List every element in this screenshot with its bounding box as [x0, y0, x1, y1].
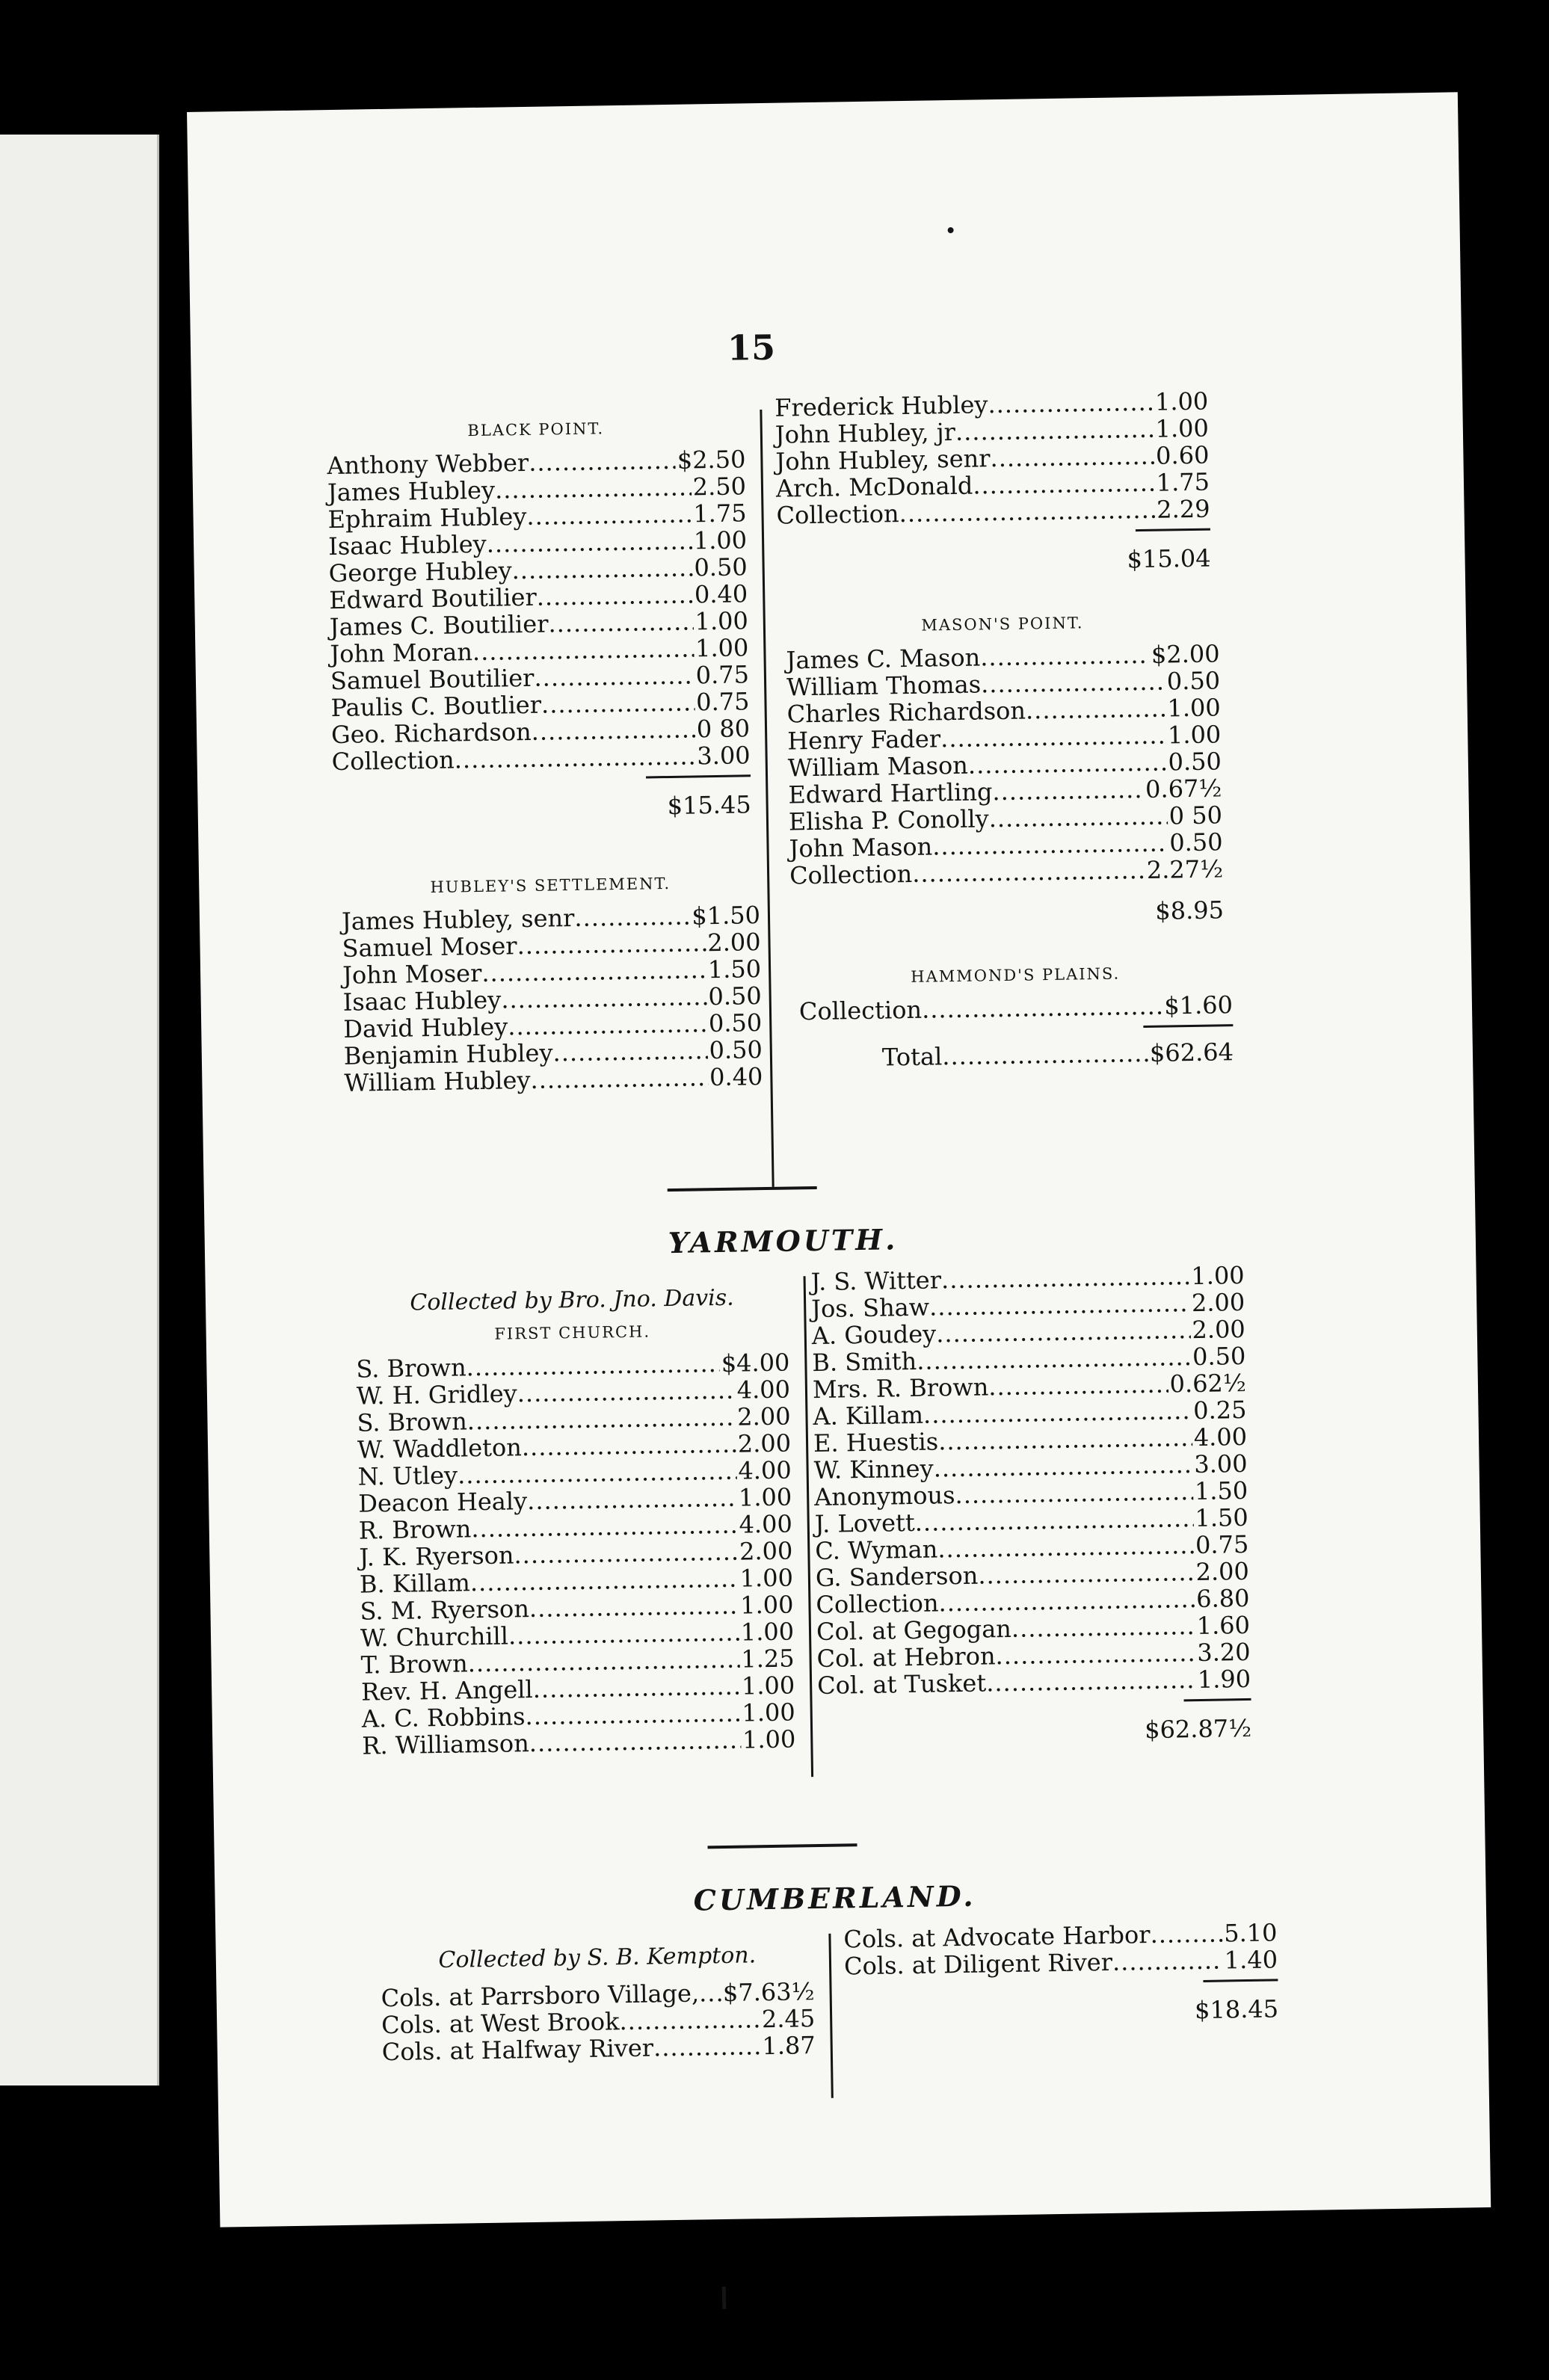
dot-leader — [466, 1404, 736, 1435]
contribution-amount: 1.00 — [1155, 413, 1210, 443]
contribution-amount: 3.20 — [1196, 1637, 1251, 1668]
dot-leader — [988, 803, 1168, 833]
masons-point-section — [786, 611, 1224, 931]
contribution-amount: 0.50 — [694, 552, 748, 582]
contributor-name: G. Sanderson — [815, 1561, 979, 1593]
contributor-name: W. Kinney — [813, 1454, 934, 1485]
dot-leader — [937, 1532, 1194, 1562]
yarmouth-collected-by: Collected by Bro. Jno. Davis. — [410, 1284, 734, 1316]
cumberland-title: CUMBERLAND. — [693, 1878, 976, 1917]
contribution-amount: 4.00 — [736, 1375, 791, 1405]
hammonds-plains-heading: HAMMOND'S PLAINS. — [911, 964, 1121, 986]
contributor-name: J. Lovett — [814, 1508, 915, 1539]
contribution-amount: 1.00 — [1191, 1260, 1245, 1291]
hammonds-plains-section — [798, 963, 1234, 1072]
dot-leader — [1026, 695, 1166, 724]
contributor-name: Anonymous — [813, 1481, 955, 1512]
grand-total-row — [800, 1038, 1234, 1072]
contributor-name: B. Smith — [812, 1346, 917, 1378]
contribution-amount: 0.25 — [1192, 1395, 1247, 1425]
dot-leader — [458, 1458, 737, 1489]
contribution-amount: 1.50 — [1195, 1502, 1249, 1533]
masons-point-rows — [786, 640, 1223, 889]
dot-leader — [932, 830, 1168, 860]
contribution-amount: 6.80 — [1195, 1583, 1250, 1614]
dot-leader — [955, 1478, 1193, 1508]
contribution-amount: 1.00 — [1167, 693, 1221, 723]
dot-leader — [995, 1639, 1195, 1669]
bottom-ink-tick — [722, 2287, 726, 2309]
contributor-name: W. Churchill — [360, 1621, 509, 1653]
contribution-amount: $2.50 — [677, 445, 746, 475]
dot-leader — [933, 1451, 1192, 1482]
contributor-name: Ephraim Hubley — [327, 502, 527, 534]
grand-total-amount: $62.64 — [1149, 1038, 1234, 1067]
dot-leader — [923, 1397, 1192, 1428]
contribution-amount: 2.00 — [706, 928, 761, 958]
contribution-amount: 0.50 — [1192, 1341, 1246, 1372]
hammonds-plains-rows — [799, 991, 1233, 1025]
contributor-name: James C. Mason — [786, 643, 981, 675]
contributor-name: Edward Boutilier — [328, 582, 537, 615]
dot-leader — [986, 1666, 1196, 1696]
contributor-name: R. Brown — [358, 1514, 472, 1545]
dot-leader — [955, 416, 1154, 446]
dot-leader — [495, 473, 692, 503]
contributor-name: T. Brown — [360, 1649, 469, 1680]
contribution-amount: 1.00 — [742, 1724, 796, 1754]
dot-leader — [981, 668, 1165, 698]
contribution-amount: 1.50 — [707, 955, 762, 984]
contribution-amount: 3.00 — [697, 741, 751, 771]
contributor-name: A. C. Robbins — [361, 1702, 526, 1733]
contributor-name: N. Utley — [357, 1461, 458, 1491]
contribution-amount: 2.45 — [761, 2004, 816, 2034]
dot-leader — [941, 1263, 1190, 1293]
dot-leader — [938, 1585, 1195, 1616]
contribution-amount: 0.60 — [1155, 440, 1210, 470]
contribution-amount: 1.00 — [695, 606, 749, 636]
contributor-name: Elisha P. Conolly — [788, 804, 989, 836]
contribution-amount: 1.60 — [1196, 1610, 1251, 1641]
contribution-amount: 0.75 — [1195, 1529, 1249, 1560]
contribution-amount: 0 80 — [696, 714, 751, 744]
yarmouth-total-rule — [1184, 1698, 1251, 1701]
dot-leader — [501, 983, 707, 1013]
contributor-name: S. M. Ryerson — [360, 1594, 530, 1626]
contributor-name: George Hubley — [328, 556, 512, 588]
dot-leader — [470, 1565, 739, 1597]
contributor-name: Collection — [776, 499, 899, 530]
contributor-name: Collection — [798, 995, 923, 1026]
dot-leader — [467, 1646, 739, 1677]
contribution-amount: 0.50 — [708, 1008, 763, 1038]
ledger-row — [344, 1063, 763, 1097]
ledger-row — [799, 991, 1233, 1025]
contributor-name: Isaac Hubley — [342, 985, 502, 1017]
grand-total-label: Total — [881, 1042, 943, 1072]
dot-leader — [968, 749, 1167, 779]
contribution-amount: 2.00 — [1192, 1314, 1246, 1345]
dot-leader — [532, 1673, 740, 1703]
contribution-amount: 0.75 — [695, 660, 750, 690]
contribution-amount: 1.00 — [1167, 720, 1222, 750]
dot-leader — [1011, 1612, 1195, 1642]
dot-leader — [525, 1700, 741, 1730]
contribution-amount: 2.00 — [737, 1428, 792, 1458]
contributor-name: John Moran — [330, 638, 473, 669]
dot-leader — [922, 993, 1163, 1023]
dot-leader — [530, 1064, 708, 1094]
dot-leader — [481, 956, 706, 987]
dot-leader — [978, 1559, 1195, 1589]
contributor-name: Col. at Gegogan — [816, 1614, 1012, 1647]
cumberland-right-column — [843, 1919, 1278, 2029]
dot-leader — [529, 1592, 739, 1622]
contribution-amount: 1.00 — [739, 1590, 794, 1620]
contributor-name: E. Huestis — [813, 1427, 939, 1458]
contributor-name: Cols. at Halfway River — [381, 2033, 654, 2067]
dot-leader — [992, 776, 1144, 805]
contributor-name: Cols. at West Brook — [381, 2007, 620, 2040]
contributor-name: Cols. at Parrsboro Village, — [381, 1979, 700, 2013]
dot-leader — [940, 722, 1166, 753]
masons-point-total: $8.95 — [1155, 895, 1225, 925]
hubleys-settlement-rows — [342, 901, 763, 1097]
contributor-name: James Hubley, senr — [341, 903, 575, 936]
contribution-amount: $2.00 — [1151, 639, 1220, 669]
contributor-name: Arch. McDonald — [775, 471, 973, 503]
contributor-name: Benjamin Hubley — [343, 1038, 553, 1070]
first-church-heading: FIRST CHURCH. — [494, 1322, 651, 1343]
contribution-amount: 1.00 — [741, 1671, 795, 1701]
top-ink-dot — [948, 227, 954, 233]
cumberland-total: $18.45 — [1194, 1994, 1279, 2025]
dot-leader — [917, 1343, 1191, 1375]
facing-page-edge — [0, 135, 159, 2085]
hubleys-settlement-heading: HUBLEY'S SETTLEMENT. — [430, 874, 671, 897]
contribution-amount: 4.00 — [738, 1455, 792, 1485]
contribution-amount: 0 50 — [1168, 801, 1223, 830]
dot-leader — [914, 1505, 1193, 1536]
contributor-name: Paulis C. Boutlier — [330, 690, 542, 723]
contributor-name: John Moser — [342, 958, 482, 990]
contribution-amount: 2.50 — [692, 472, 747, 502]
yarmouth-right-rows — [810, 1262, 1251, 1699]
contribution-amount: $4.00 — [721, 1348, 790, 1378]
hubley-continued-total: $15.04 — [1127, 543, 1211, 574]
dot-leader — [522, 1431, 737, 1461]
dot-leader — [899, 496, 1155, 527]
dot-leader — [517, 929, 706, 959]
ledger-row — [844, 1946, 1278, 1979]
contributor-name: David Hubley — [342, 1012, 508, 1043]
black-point-rows — [327, 446, 751, 775]
yarmouth-right-column — [810, 1262, 1251, 1749]
dot-leader — [1112, 1947, 1223, 1976]
ledger-row — [817, 1665, 1251, 1699]
contribution-amount: 2.00 — [736, 1402, 791, 1431]
dot-leader — [912, 857, 1145, 887]
dot-leader — [988, 1371, 1168, 1401]
contributor-name: John Mason — [789, 832, 933, 863]
dot-leader — [471, 1511, 738, 1543]
dot-leader — [552, 1037, 708, 1066]
dot-leader — [929, 1289, 1190, 1320]
hubley-continued-section — [774, 388, 1211, 579]
contribution-amount: 0.50 — [1168, 747, 1222, 777]
contributor-name: James C. Boutilier — [329, 609, 549, 642]
contributor-name: Edward Hartling — [788, 777, 993, 810]
contribution-amount: 0.40 — [709, 1062, 763, 1092]
black-point-total: $15.45 — [667, 790, 751, 821]
contribution-amount: 4.00 — [1193, 1422, 1248, 1452]
black-point-heading: BLACK POINT. — [467, 419, 605, 440]
dot-leader — [973, 469, 1155, 499]
dot-leader — [988, 389, 1154, 418]
ledger-row — [362, 1725, 795, 1759]
dot-leader — [938, 1424, 1192, 1455]
contributor-name: Charles Richardson — [786, 696, 1026, 729]
contribution-amount: 1.40 — [1224, 1945, 1278, 1975]
contributor-name: Anthony Webber — [327, 448, 529, 481]
contribution-amount: 0.50 — [709, 1035, 763, 1065]
contribution-amount: 2.29 — [1156, 494, 1210, 524]
cumberland-left-column — [381, 1941, 816, 2065]
contributor-name: John Hubley, jr — [774, 417, 956, 449]
contribution-amount: 1.90 — [1197, 1664, 1251, 1695]
contributor-name: Henry Fader — [787, 724, 941, 756]
contribution-amount: 1.00 — [693, 525, 748, 555]
contributor-name: Collection — [789, 859, 913, 890]
contribution-amount: 0.50 — [1168, 827, 1223, 857]
grand-total-leader — [942, 1040, 1148, 1070]
cumberland-right-rows — [843, 1919, 1278, 1979]
hubley-continued-rows — [774, 388, 1210, 529]
contribution-amount: 1.00 — [738, 1482, 792, 1512]
contribution-amount: $7.63½ — [722, 1977, 815, 2008]
dot-leader — [529, 1727, 741, 1757]
contributor-name: Frederick Hubley — [774, 390, 988, 422]
hubleys-settlement-section — [341, 873, 763, 1097]
contribution-amount: 1.50 — [1194, 1476, 1248, 1506]
contributor-name: W. H. Gridley — [356, 1379, 517, 1411]
contribution-amount: 0.50 — [708, 981, 762, 1011]
contributor-name: S. Brown — [357, 1407, 468, 1437]
contribution-amount: 0.67½ — [1145, 774, 1222, 804]
contributor-name: Samuel Boutilier — [330, 663, 535, 696]
masons-point-heading: MASON'S POINT. — [921, 614, 1084, 635]
contributor-name: S. Brown — [356, 1353, 466, 1384]
dot-leader — [511, 554, 692, 584]
contribution-amount: 4.00 — [739, 1509, 793, 1539]
yarmouth-left-column — [355, 1284, 796, 1760]
contributor-name: Col. at Tusket — [816, 1668, 987, 1701]
hubley-continued-total-rule — [1136, 528, 1210, 532]
dot-leader — [529, 447, 676, 476]
cumberland-separator-rule — [708, 1843, 857, 1849]
dot-leader — [936, 1316, 1191, 1347]
yarmouth-left-rows — [356, 1349, 795, 1760]
contribution-amount: 0.40 — [694, 579, 748, 609]
dot-leader — [536, 581, 693, 610]
contributor-name: Rev. H. Angell — [360, 1674, 534, 1707]
dot-leader — [508, 1010, 707, 1040]
dot-leader — [990, 443, 1154, 472]
page-number: 15 — [727, 327, 776, 369]
contribution-amount: 1.87 — [762, 2031, 816, 2061]
contributor-name: Geo. Richardson — [330, 717, 532, 750]
contributor-name: W. Waddleton — [357, 1433, 523, 1464]
dot-leader — [980, 641, 1150, 671]
contributor-name: C. Wyman — [815, 1535, 938, 1566]
contributor-name: Col. at Hebron — [816, 1641, 996, 1674]
dot-leader — [466, 1350, 720, 1381]
contribution-amount: 2.00 — [1191, 1287, 1245, 1318]
ledger-row — [331, 742, 750, 775]
ledger-row — [382, 2032, 816, 2065]
cumberland-total-rule — [1203, 1979, 1278, 1982]
contributor-name: James Hubley — [327, 475, 496, 508]
contributor-name: Deacon Healy — [357, 1487, 528, 1518]
contributor-name: A. Goudey — [811, 1319, 937, 1351]
contribution-amount: 1.75 — [692, 499, 747, 528]
dot-leader — [486, 527, 692, 557]
dot-leader — [619, 2006, 760, 2035]
cumberland-left-rows — [381, 1978, 816, 2065]
dot-leader — [472, 635, 695, 665]
dot-leader — [527, 1485, 737, 1514]
section-separator-rule — [668, 1186, 817, 1191]
contribution-amount: 2.27½ — [1146, 854, 1224, 884]
contributor-name: B. Killam — [359, 1568, 471, 1599]
dot-leader — [548, 608, 694, 637]
contribution-amount: 0.75 — [695, 687, 750, 717]
cumberland-column-divider — [828, 1934, 833, 2098]
dot-leader — [1150, 1920, 1222, 1949]
contribution-amount: 0.50 — [1166, 666, 1221, 696]
cumberland-collected-by: Collected by S. B. Kempton. — [438, 1942, 757, 1974]
contributor-name: William Mason — [787, 750, 969, 783]
hammonds-plains-total-rule — [1143, 1024, 1233, 1028]
contribution-amount: $1.60 — [1164, 990, 1234, 1020]
contribution-amount: 1.00 — [739, 1563, 794, 1593]
contributor-name: Collection — [816, 1588, 939, 1620]
dot-leader — [517, 1377, 736, 1408]
contribution-amount: 3.00 — [1194, 1449, 1248, 1479]
contributor-name: J. K. Ryerson — [359, 1541, 514, 1572]
dot-leader — [514, 1538, 738, 1569]
contributor-name: Cols. at Diligent River — [843, 1947, 1113, 1981]
dot-leader — [574, 903, 691, 931]
contributor-name: Cols. at Advocate Harbor — [843, 1920, 1151, 1954]
dot-leader — [531, 715, 695, 744]
contributor-name: Jos. Shaw — [810, 1292, 930, 1324]
dot-leader — [541, 688, 695, 718]
ledger-row — [789, 855, 1223, 889]
yarmouth-title: YARMOUTH. — [668, 1222, 899, 1260]
dot-leader — [508, 1619, 739, 1650]
dot-leader — [653, 2032, 761, 2061]
contributor-name: Samuel Moser — [342, 931, 517, 963]
contribution-amount: 1.00 — [740, 1617, 795, 1647]
dot-leader — [699, 1979, 721, 2006]
contributor-name: J. S. Witter — [810, 1265, 942, 1297]
dot-leader — [454, 742, 695, 773]
contributor-name: Mrs. R. Brown — [812, 1372, 989, 1405]
contribution-amount: 2.00 — [739, 1536, 793, 1566]
contribution-amount: $1.50 — [692, 901, 761, 931]
black-point-total-rule — [646, 774, 751, 778]
contributor-name: John Hubley, senr — [775, 444, 991, 476]
yarmouth-total: $62.87½ — [1144, 1713, 1252, 1745]
ledger-page — [187, 92, 1491, 2227]
contribution-amount: 1.75 — [1156, 467, 1210, 497]
contributor-name: William Hubley — [344, 1065, 531, 1097]
contributor-name: William Thomas — [786, 670, 982, 702]
contribution-amount: 5.10 — [1223, 1918, 1278, 1948]
contribution-amount: 1.00 — [1154, 386, 1209, 416]
contributor-name: Isaac Hubley — [327, 529, 487, 561]
contributor-name: Collection — [331, 745, 455, 777]
contribution-amount: 1.25 — [741, 1644, 795, 1674]
contributor-name: A. Killam — [813, 1400, 924, 1431]
ledger-row — [776, 496, 1210, 529]
contribution-amount: 0.62½ — [1169, 1368, 1247, 1399]
dot-leader — [534, 662, 695, 691]
black-point-section — [327, 417, 751, 825]
contribution-amount: 2.00 — [1195, 1556, 1250, 1587]
contribution-amount: 1.00 — [695, 633, 749, 663]
contribution-amount: 1.00 — [742, 1698, 796, 1727]
contributor-name: R. Williamson — [362, 1729, 530, 1760]
dot-leader — [526, 500, 692, 529]
